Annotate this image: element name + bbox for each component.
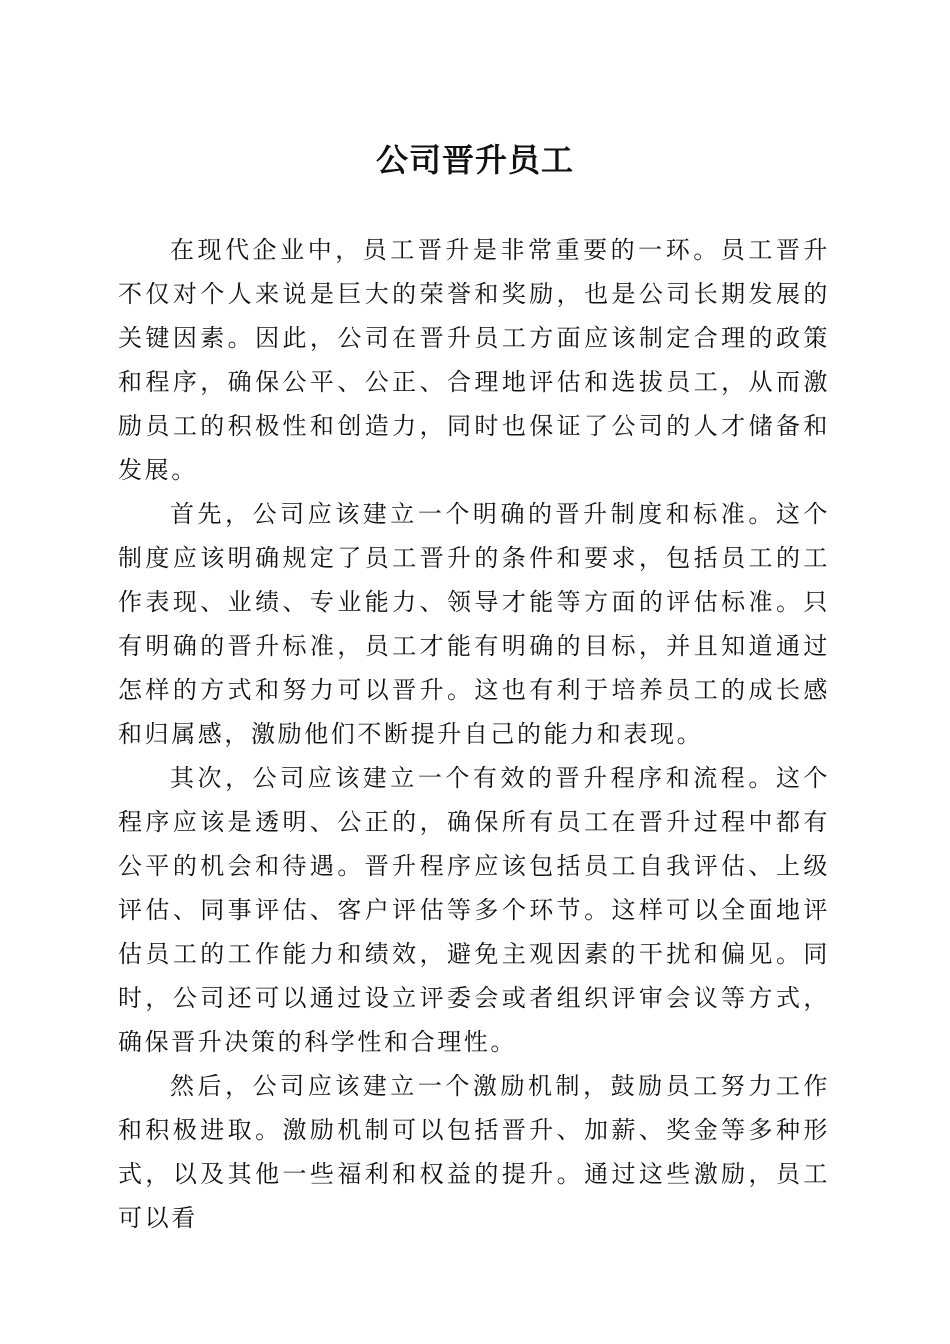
document-title: 公司晋升员工 bbox=[375, 141, 574, 179]
paragraph-1: 在现代企业中，员工晋升是非常重要的一环。员工晋升不仅对个人来说是巨大的荣誉和奖励，也是公司长期发展的关键因素。因此，公司在晋升员工方面应该制定合理的政策和程序，确保公平、公正、合理地评估和选拔员工，从而激励员工的积极性和创造力，同时也保证了公司的人才储备和发展。 bbox=[118, 236, 830, 484]
paragraph-4: 然后，公司应该建立一个激励机制，鼓励员工努力工作和积极进取。激励机制可以包括晋升、加薪、奖金等多种形式，以及其他一些福利和权益的提升。通过这些激励，员工可以看 bbox=[118, 1072, 830, 1232]
paragraph-3: 其次，公司应该建立一个有效的晋升程序和流程。这个程序应该是透明、公正的，确保所有员工在晋升过程中都有公平的机会和待遇。晋升程序应该包括员工自我评估、上级评估、同事评估、客户评估等多个环节。这样可以全面地评估员工的工作能力和绩效，避免主观因素的干扰和偏见。同时，公司还可以通过设立评委会或者组织评审会议等方式，确保晋升决策的科学性和合理性。 bbox=[118, 764, 830, 1056]
document-body bbox=[118, 228, 830, 1240]
paragraph-2: 首先，公司应该建立一个明确的晋升制度和标准。这个制度应该明确规定了员工晋升的条件和要求，包括员工的工作表现、业绩、专业能力、领导才能等方面的评估标准。只有明确的晋升标准，员工才能有明确的目标，并且知道通过怎样的方式和努力可以晋升。这也有利于培养员工的成长感和归属感，激励他们不断提升自己的能力和表现。 bbox=[118, 500, 830, 748]
